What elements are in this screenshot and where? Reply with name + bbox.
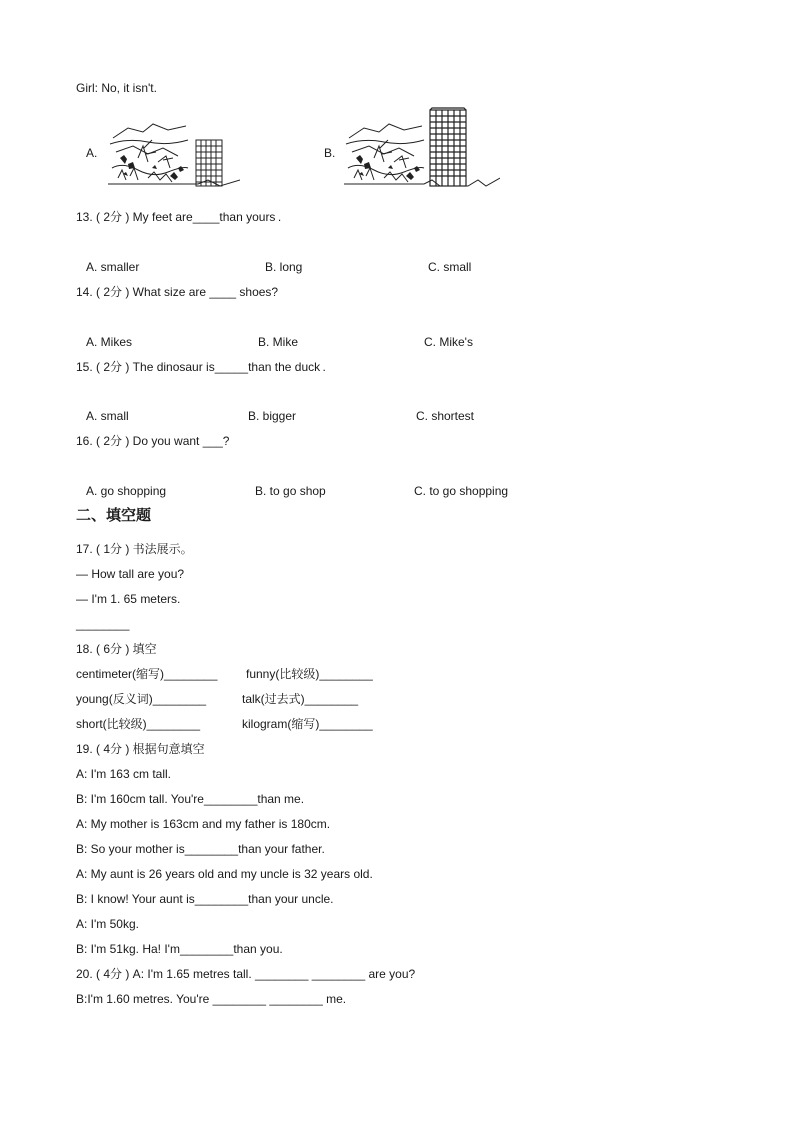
question-15-option-a[interactable]: A. small [86, 409, 129, 423]
question-18-item-centimeter[interactable]: centimeter(缩写)________ [76, 667, 218, 681]
question-13-option-a[interactable]: A. smaller [86, 260, 140, 274]
question-18-item-short[interactable]: short(比较级)________ [76, 717, 201, 731]
question-14-option-b[interactable]: B. Mike [258, 335, 299, 349]
question-14-stem: 14. ( 2分 ) What size are ____ shoes? [76, 285, 279, 299]
question-14-option-a[interactable]: A. Mikes [86, 335, 133, 349]
question-13-option-b[interactable]: B. long [265, 260, 303, 274]
question-14-option-c[interactable]: C. Mike's [424, 335, 473, 349]
question-18-item-young[interactable]: young(反义词)________ [76, 692, 207, 706]
picture-b-tall-building [344, 106, 500, 190]
question-19-line[interactable]: B: I know! Your aunt is________than your uncle. [76, 892, 334, 906]
question-18-stem: 18. ( 6分 ) 填空 [76, 642, 157, 656]
question-18-item-kilogram[interactable]: kilogram(缩写)________ [242, 717, 373, 731]
question-18-item-funny[interactable]: funny(比较级)________ [246, 667, 373, 681]
question-19-line[interactable]: B: I'm 51kg. Ha! I'm________than you. [76, 942, 283, 956]
question-16-option-c[interactable]: C. to go shopping [414, 484, 509, 498]
question-19-line: A: I'm 50kg. [76, 917, 139, 931]
question-17-answer-blank[interactable]: ________ [76, 617, 130, 631]
question-19-line: A: My mother is 163cm and my father is 180cm. [76, 817, 331, 831]
picture-a-small-building [108, 118, 240, 190]
landscape-icon [344, 124, 500, 186]
question-16-stem: 16. ( 2分 ) Do you want ___? [76, 434, 230, 448]
question-17-line-1: — How tall are you? [76, 567, 185, 581]
small-building-icon [196, 140, 222, 186]
question-15-option-c[interactable]: C. shortest [416, 409, 475, 423]
question-20-line-2[interactable]: B:I'm 1.60 metres. You're ________ ________ me. [76, 992, 347, 1006]
question-20-stem[interactable]: 20. ( 4分 ) A: I'm 1.65 metres tall. ________ ________ are you? [76, 967, 416, 981]
question-15-option-b[interactable]: B. bigger [248, 409, 297, 423]
dialog-line: Girl: No, it isn't. [76, 81, 157, 95]
question-13-option-c[interactable]: C. small [428, 260, 472, 274]
question-19-line[interactable]: B: I'm 160cm tall. You're________than me. [76, 792, 305, 806]
section-two-title: 二、填空题 [76, 507, 152, 524]
question-17-line-2: — I'm 1. 65 meters. [76, 592, 181, 606]
question-17-stem: 17. ( 1分 ) 书法展示。 [76, 542, 193, 556]
question-13-stem: 13. ( 2分 ) My feet are____than yours . [76, 210, 282, 224]
question-16-option-b[interactable]: B. to go shop [255, 484, 326, 498]
tall-building-icon [430, 108, 466, 186]
question-19-stem: 19. ( 4分 ) 根据句意填空 [76, 742, 205, 756]
picture-b-label: B. [324, 146, 336, 160]
question-19-line: A: My aunt is 26 years old and my uncle is 32 years old. [76, 867, 373, 881]
question-19-line: A: I'm 163 cm tall. [76, 767, 171, 781]
picture-a-label: A. [86, 146, 98, 160]
question-16-option-a[interactable]: A. go shopping [86, 484, 167, 498]
question-18-item-talk[interactable]: talk(过去式)________ [242, 692, 359, 706]
question-15-stem: 15. ( 2分 ) The dinosaur is_____than the duck . [76, 360, 326, 374]
question-19-line[interactable]: B: So your mother is________than your father. [76, 842, 325, 856]
